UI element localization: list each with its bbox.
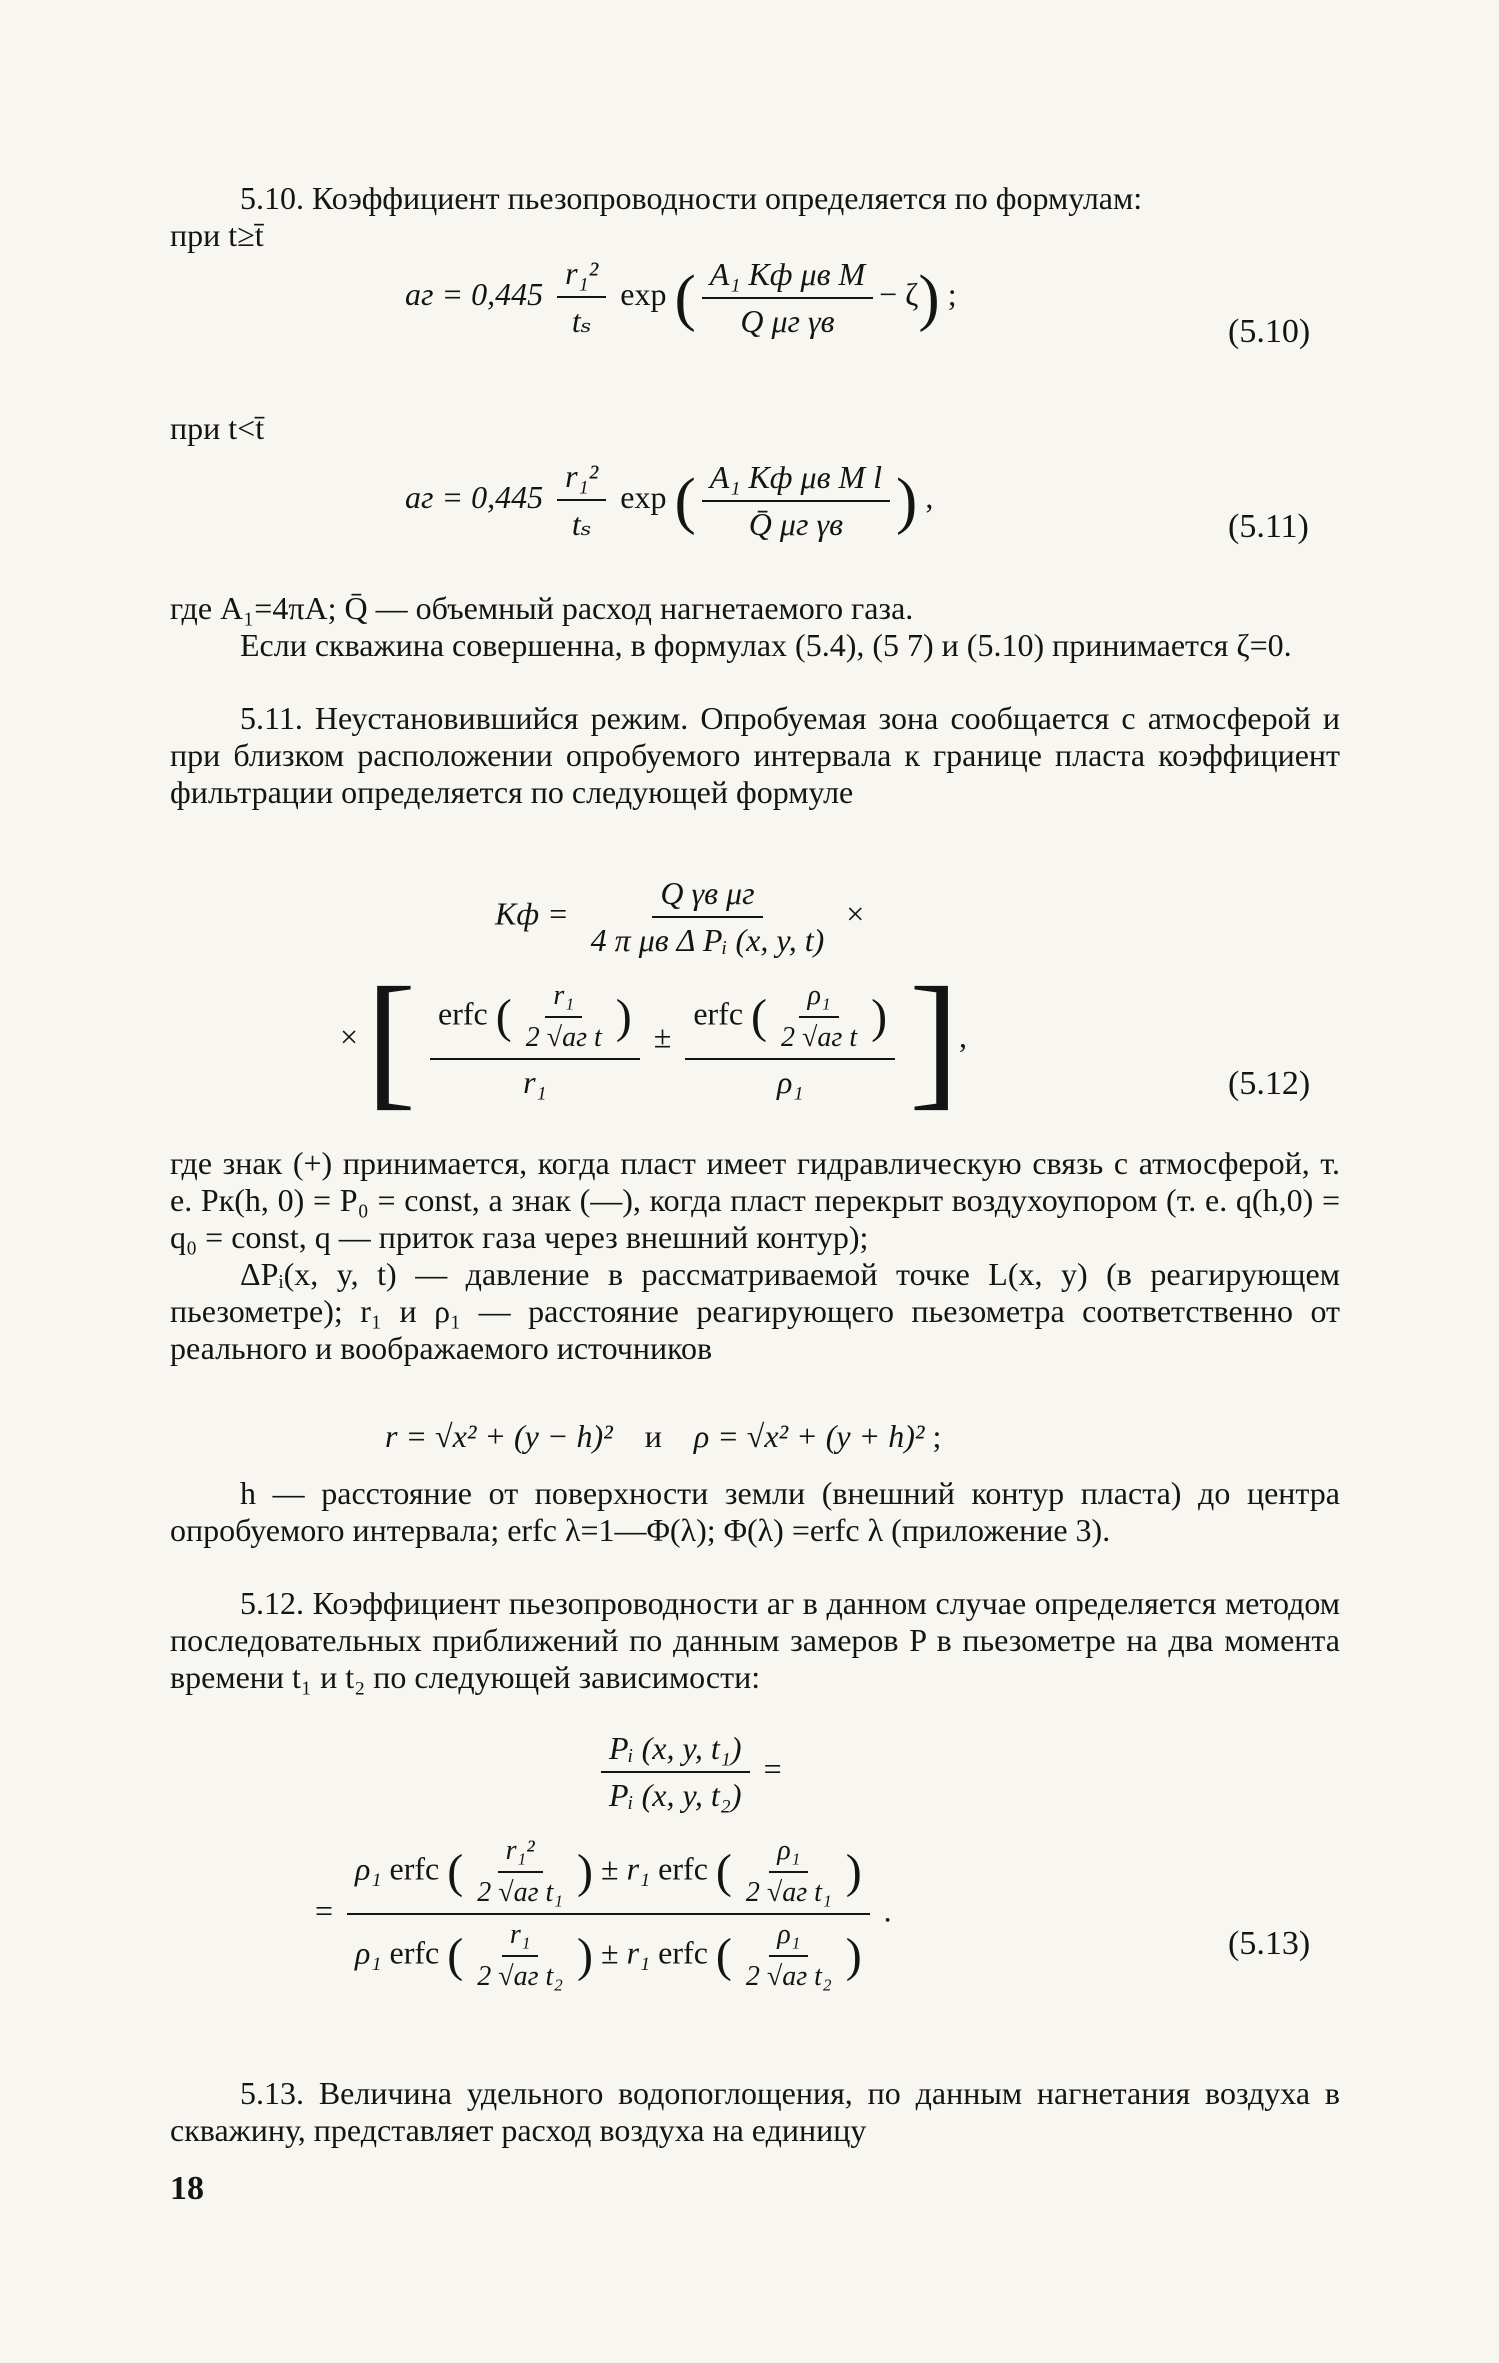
equation-5-12-line1: Kф = $\frac{\text{Q γв μг}}{\text{4 π μв Δ Pᵢ (x, y, t)}}$ × bbox=[495, 875, 865, 958]
section-5-12 bbox=[170, 1585, 1340, 1696]
section-5-10-notes bbox=[170, 590, 1340, 664]
eq-5-11-frac-main: $\frac{\text{A₁ Kф μв M l}}{\text{Q̄ μг γв}}$ bbox=[702, 459, 890, 543]
eq-5-12-frac-main: $\frac{\text{Q γв μг}}{\text{4 π μв Δ Pᵢ (x, y, t)}}$ bbox=[590, 875, 825, 958]
section-5-12-intro: 5.12. Коэффициент пьезопроводности aг в данном случае определяется методом последовательных приближений по данным замеров P в пьезометре на два момента времени t₁ и t₂ по следующей зависимости: bbox=[170, 1585, 1340, 1695]
section-5-11-intro: 5.11. Неустановившийся режим. Опробуемая зона сообщается с атмосферой и при близком расположении опробуемого интервала к границе пласта коэффициент фильтрации определяется по следующей формуле bbox=[170, 700, 1340, 810]
condition-t-ge: при t≥t̄ bbox=[170, 217, 264, 253]
equation-number-5-11: (5.11) bbox=[1228, 508, 1309, 545]
eq-5-11-exp: exp bbox=[620, 478, 667, 515]
where-h: h — расстояние от поверхности земли (внешний контур пласта) до центра опробуемого интервала; erfc λ=1—Φ(λ); Φ(λ) =erfc λ (приложение 3). bbox=[170, 1475, 1340, 1548]
section-5-10-intro: 5.10. Коэффициент пьезопроводности определяется по формулам: bbox=[240, 180, 1143, 216]
equation-5-12-line2: × [ erfc ( $\frac{\text{r₁}}{\text{2 √aг t}}$ ) r₁ ± erfc ( $\frac{\text{ρ₁}}{\text{2 √aг t}}$ ) ρ₁ ], bbox=[340, 957, 968, 1123]
equation-5-13-line2: = ρ₁ erfc ( $\frac{\text{r₁²}}{\text{2 √aг t₁}}$ ) ± r₁ erfc ( $\frac{\text{ρ₁}}{\text{2 √aг t₁}}$ ) ρ₁ erfc ( $\frac{\text{r₁}}{\text{2 √aг t₂}}$ ) ± r₁ erfc ( $\frac{\text{ρ₁}}{\text{2 √aг t₂}}$ ) . bbox=[315, 1835, 892, 1992]
note-zeta: Если скважина совершенна, в формулах (5.4), (5 7) и (5.10) принимается ζ=0. bbox=[240, 627, 1292, 663]
eq-5-10-frac-main: $\frac{\text{A₁ Kф μв M}}{\text{Q μг γв}}$ bbox=[702, 256, 873, 340]
eq-5-10-lhs: aг = 0,445 bbox=[405, 275, 544, 312]
section-5-13 bbox=[170, 2075, 1340, 2149]
eq-5-12-term-r: erfc ( $\frac{\text{r₁}}{\text{2 √aг t}}$ ) r₁ bbox=[430, 980, 640, 1101]
equation-number-5-12: (5.12) bbox=[1228, 1065, 1311, 1102]
where-delta-p: ΔPᵢ(x, y, t) — давление в рассматриваемой точке L(x, y) (в реагирующем пьезометре); r₁ и ρ₁ — расстояние реагирующего пьезометра соответственно от реального и воображаемого источников bbox=[170, 1256, 1340, 1366]
eq-5-13-denominator: ρ₁ erfc ( $\frac{\text{r₁}}{\text{2 √aг t₂}}$ ) ± r₁ erfc ( $\frac{\text{ρ₁}}{\text{2 √aг t₂}}$ ) bbox=[355, 1919, 862, 1992]
equation-5-13-line1: $\frac{\text{Pᵢ (x, y, t₁)}}{\text{Pᵢ (x, y, t₂)}}$ = bbox=[595, 1730, 782, 1814]
distance-formulas: r = √x² + (y − h)² и ρ = √x² + (y + h)² ; bbox=[385, 1418, 942, 1454]
equation-number-5-13: (5.13) bbox=[1228, 1925, 1311, 1962]
section-5-11-where bbox=[170, 1145, 1340, 1367]
eq-5-13-rhs bbox=[347, 1835, 870, 1993]
page-number: 18 bbox=[170, 2170, 204, 2207]
section-5-13-intro: 5.13. Величина удельного водопоглощения, по данным нагнетания воздуха в скважину, представляет расход воздуха на единицу bbox=[170, 2075, 1340, 2148]
equation-5-10: aг = 0,445 $\frac{\text{r₁²}}{\text{tₛ}}$ exp ( $\frac{\text{A₁ Kф μв M}}{\text{Q μг γв}}$ − ζ) ; bbox=[405, 255, 957, 339]
eq-5-13-lhs: $\frac{\text{Pᵢ (x, y, t₁)}}{\text{Pᵢ (x, y, t₂)}}$ bbox=[601, 1730, 750, 1814]
section-5-10 bbox=[170, 180, 1340, 254]
eq-5-12-term-rho: erfc ( $\frac{\text{ρ₁}}{\text{2 √aг t}}$ ) ρ₁ bbox=[685, 980, 895, 1101]
eq-5-13-numerator: ρ₁ erfc ( $\frac{\text{r₁²}}{\text{2 √aг t₁}}$ ) ± r₁ erfc ( $\frac{\text{ρ₁}}{\text{2 √aг t₁}}$ ) bbox=[347, 1835, 870, 1915]
where-sign: где знак (+) принимается, когда пласт имеет гидравлическую связь с атмосферой, т. е. Pк(h, 0) = P₀ = const, а знак (—), когда пласт перекрыт воздухоупором (т. е. q(h,0) = q₀ = const, q — приток газа через внешний контур); bbox=[170, 1145, 1340, 1255]
condition-t-lt: при t<t̄ bbox=[170, 410, 265, 446]
equation-5-11: aг = 0,445 $\frac{\text{r₁²}}{\text{tₛ}}$ exp ( $\frac{\text{A₁ Kф μв M l}}{\text{Q̄ μг γв}}$ ) , bbox=[405, 458, 934, 542]
eq-5-10-frac-left: $\frac{\text{r₁²}}{\text{tₛ}}$ bbox=[557, 255, 606, 340]
section-5-11-where-h bbox=[170, 1475, 1340, 1549]
eq-5-11-lhs: aг = 0,445 bbox=[405, 478, 544, 515]
formula-r: r = √x² + (y − h)² bbox=[385, 1418, 613, 1454]
eq-5-10-exp: exp bbox=[620, 275, 667, 312]
eq-5-11-frac-left: $\frac{\text{r₁²}}{\text{tₛ}}$ bbox=[557, 458, 606, 543]
section-5-11 bbox=[170, 700, 1340, 811]
equation-number-5-10: (5.10) bbox=[1228, 313, 1311, 350]
formula-rho: ρ = √x² + (y + h)² bbox=[693, 1418, 925, 1454]
where-a1: где A₁=4πA; Q̄ — объемный расход нагнетаемого газа. bbox=[170, 590, 914, 626]
